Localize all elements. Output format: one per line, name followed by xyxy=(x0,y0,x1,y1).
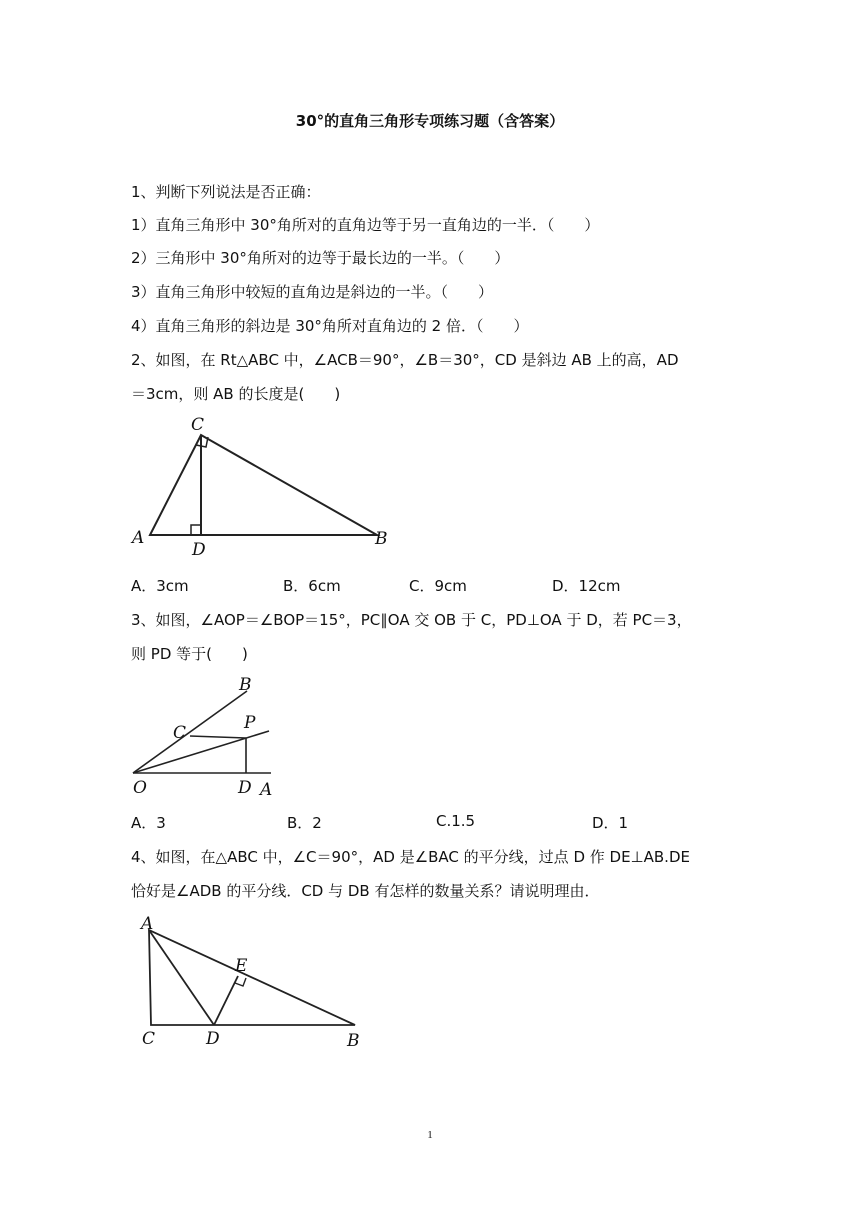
page-number: 1 xyxy=(427,1129,433,1141)
q3-label-a: A xyxy=(260,780,273,800)
q1-item-4: 4）直角三角形的斜边是 30°角所对直角边的 2 倍．（ ） xyxy=(131,317,529,335)
q4-segment-de xyxy=(214,976,238,1025)
page-title: 30°的直角三角形专项练习题（含答案） xyxy=(295,112,565,130)
q3-option-a: A．3 xyxy=(131,814,166,832)
q2-label-c: C xyxy=(191,415,205,435)
q3-label-d: D xyxy=(238,778,252,798)
q2-option-c: C．9cm xyxy=(409,577,467,595)
q3-label-o: O xyxy=(133,778,147,798)
q4-label-d: D xyxy=(206,1029,220,1049)
q1-item-2: 2）三角形中 30°角所对的边等于最长边的一半。（ ） xyxy=(131,249,510,267)
q2-stem-line2: ＝3cm，则 AB 的长度是( ) xyxy=(131,385,341,403)
q3-label-c: C xyxy=(173,723,187,743)
q1-item-1: 1）直角三角形中 30°角所对的直角边等于另一直角边的一半．（ ） xyxy=(131,216,600,234)
q2-label-b: B xyxy=(375,529,388,549)
q3-label-b: B xyxy=(239,675,252,695)
q2-label-a: A xyxy=(132,528,145,548)
q4-label-a: A xyxy=(141,914,154,934)
q1-stem: 1、判断下列说法是否正确： xyxy=(131,183,321,201)
q2-option-b: B．6cm xyxy=(283,577,341,595)
q2-stem-line1: 2、如图，在 Rt△ABC 中，∠ACB＝90°，∠B＝30°，CD 是斜边 AB 上的高，AD xyxy=(131,351,679,369)
q3-label-p: P xyxy=(244,713,256,733)
q3-stem-line1: 3、如图，∠AOP＝∠BOP＝15°，PC∥OA 交 OB 于 C，PD⊥OA 于 D，若 PC＝3， xyxy=(131,611,692,629)
q3-option-c: C.1.5 xyxy=(436,812,476,830)
q4-triangle-abc xyxy=(149,930,355,1025)
q4-label-e: E xyxy=(235,956,248,976)
q4-label-b: B xyxy=(347,1031,360,1051)
q2-option-d: D．12cm xyxy=(552,577,621,595)
q3-option-b: B．2 xyxy=(287,814,322,832)
q4-stem-line1: 4、如图，在△ABC 中，∠C＝90°，AD 是∠BAC 的平分线，过点 D 作 DE⊥AB.DE xyxy=(131,848,690,866)
q4-label-c: C xyxy=(142,1029,156,1049)
q4-stem-line2: 恰好是∠ADB 的平分线．CD 与 DB 有怎样的数量关系？请说明理由． xyxy=(131,882,600,900)
q2-option-a: A．3cm xyxy=(131,577,189,595)
q2-label-d: D xyxy=(192,540,206,560)
q3-stem-line2: 则 PD 等于( ) xyxy=(131,645,248,663)
q1-item-3: 3）直角三角形中较短的直角边是斜边的一半。（ ） xyxy=(131,283,494,301)
q3-option-d: D．1 xyxy=(592,814,629,832)
